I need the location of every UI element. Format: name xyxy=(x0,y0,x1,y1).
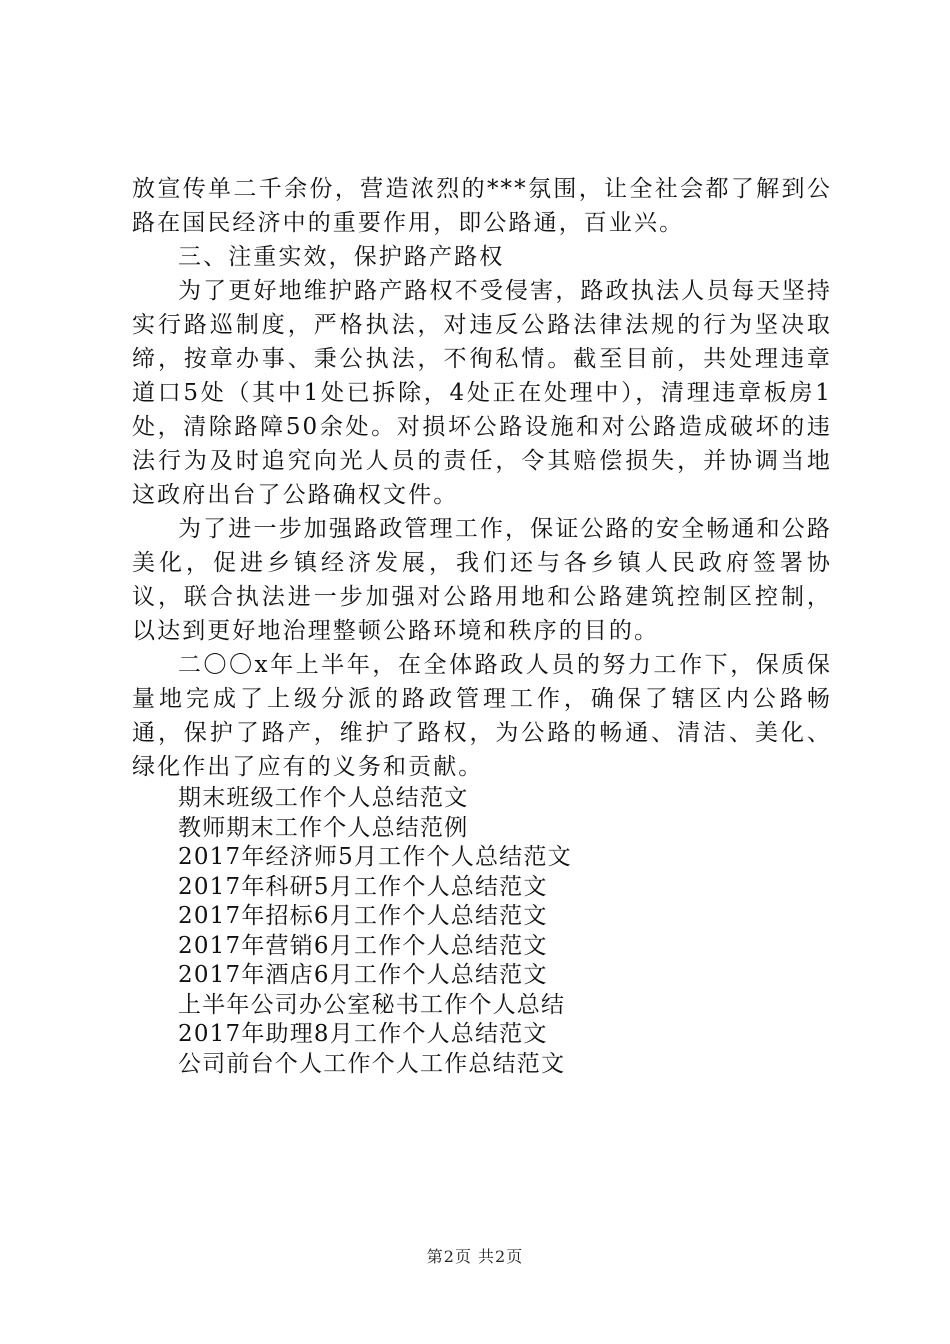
related-article-link[interactable]: 2017年助理8月工作个人总结范文 xyxy=(178,1021,548,1047)
paragraph-enforcement: 为了更好地维护路产路权不受侵害，路政执法人员每天坚持实行路巡制度，严格执法，对违反公路法律法规的行为坚决取缔，按章办事、秉公执法，不徇私情。截至目前，共处理违章道口5处（其中1处已拆除，4处正在处理中），清理违章板房1处，清除路障50余处。对损坏公路设施和对公路造成破坏的违法行为及时追究向光人员的责任，令其赔偿损失，并协调当地这政府出台了公路确权文件。 xyxy=(132,278,832,508)
related-article-link[interactable]: 上半年公司办公室秘书工作个人总结 xyxy=(178,991,566,1018)
related-article-link[interactable]: 公司前台个人工作个人工作总结范文 xyxy=(178,1050,566,1077)
related-article-link[interactable]: 2017年酒店6月工作个人总结范文 xyxy=(178,962,548,988)
paragraph-cooperation: 为了进一步加强路政管理工作，保证公路的安全畅通和公路美化，促进乡镇经济发展，我们还与各乡镇人民政府签署协议，联合执法进一步加强对公路用地和公路建筑控制区控制，以达到更好地治理整顿公路环境和秩序的目的。 xyxy=(132,516,832,644)
paragraph-summary: 二〇〇x年上半年，在全体路政人员的努力工作下，保质保量地完成了上级分派的路政管理工作，确保了辖区内公路畅通，保护了路产，维护了路权，为公路的畅通、清洁、美化、绿化作出了应有的义务和贡献。 xyxy=(132,652,832,780)
paragraph-continued: 放宣传单二千余份，营造浓烈的***氛围，让全社会都了解到公路在国民经济中的重要作用，即公路通，百业兴。 xyxy=(132,176,832,236)
related-article-link[interactable]: 期末班级工作个人总结范文 xyxy=(178,785,469,811)
related-article-link[interactable]: 教师期末工作个人总结范例 xyxy=(178,814,469,841)
document-body xyxy=(132,172,832,1079)
related-article-link[interactable]: 2017年经济师5月工作个人总结范文 xyxy=(178,844,572,870)
page-number-footer: 第2页 共2页 xyxy=(426,1247,524,1266)
section-heading: 三、注重实效，保护路产路权 xyxy=(178,244,505,270)
related-article-link[interactable]: 2017年营销6月工作个人总结范文 xyxy=(178,932,548,959)
related-article-link[interactable]: 2017年科研5月工作个人总结范文 xyxy=(178,873,548,900)
related-article-link[interactable]: 2017年招标6月工作个人总结范文 xyxy=(178,903,548,929)
related-articles-list xyxy=(132,784,832,1079)
